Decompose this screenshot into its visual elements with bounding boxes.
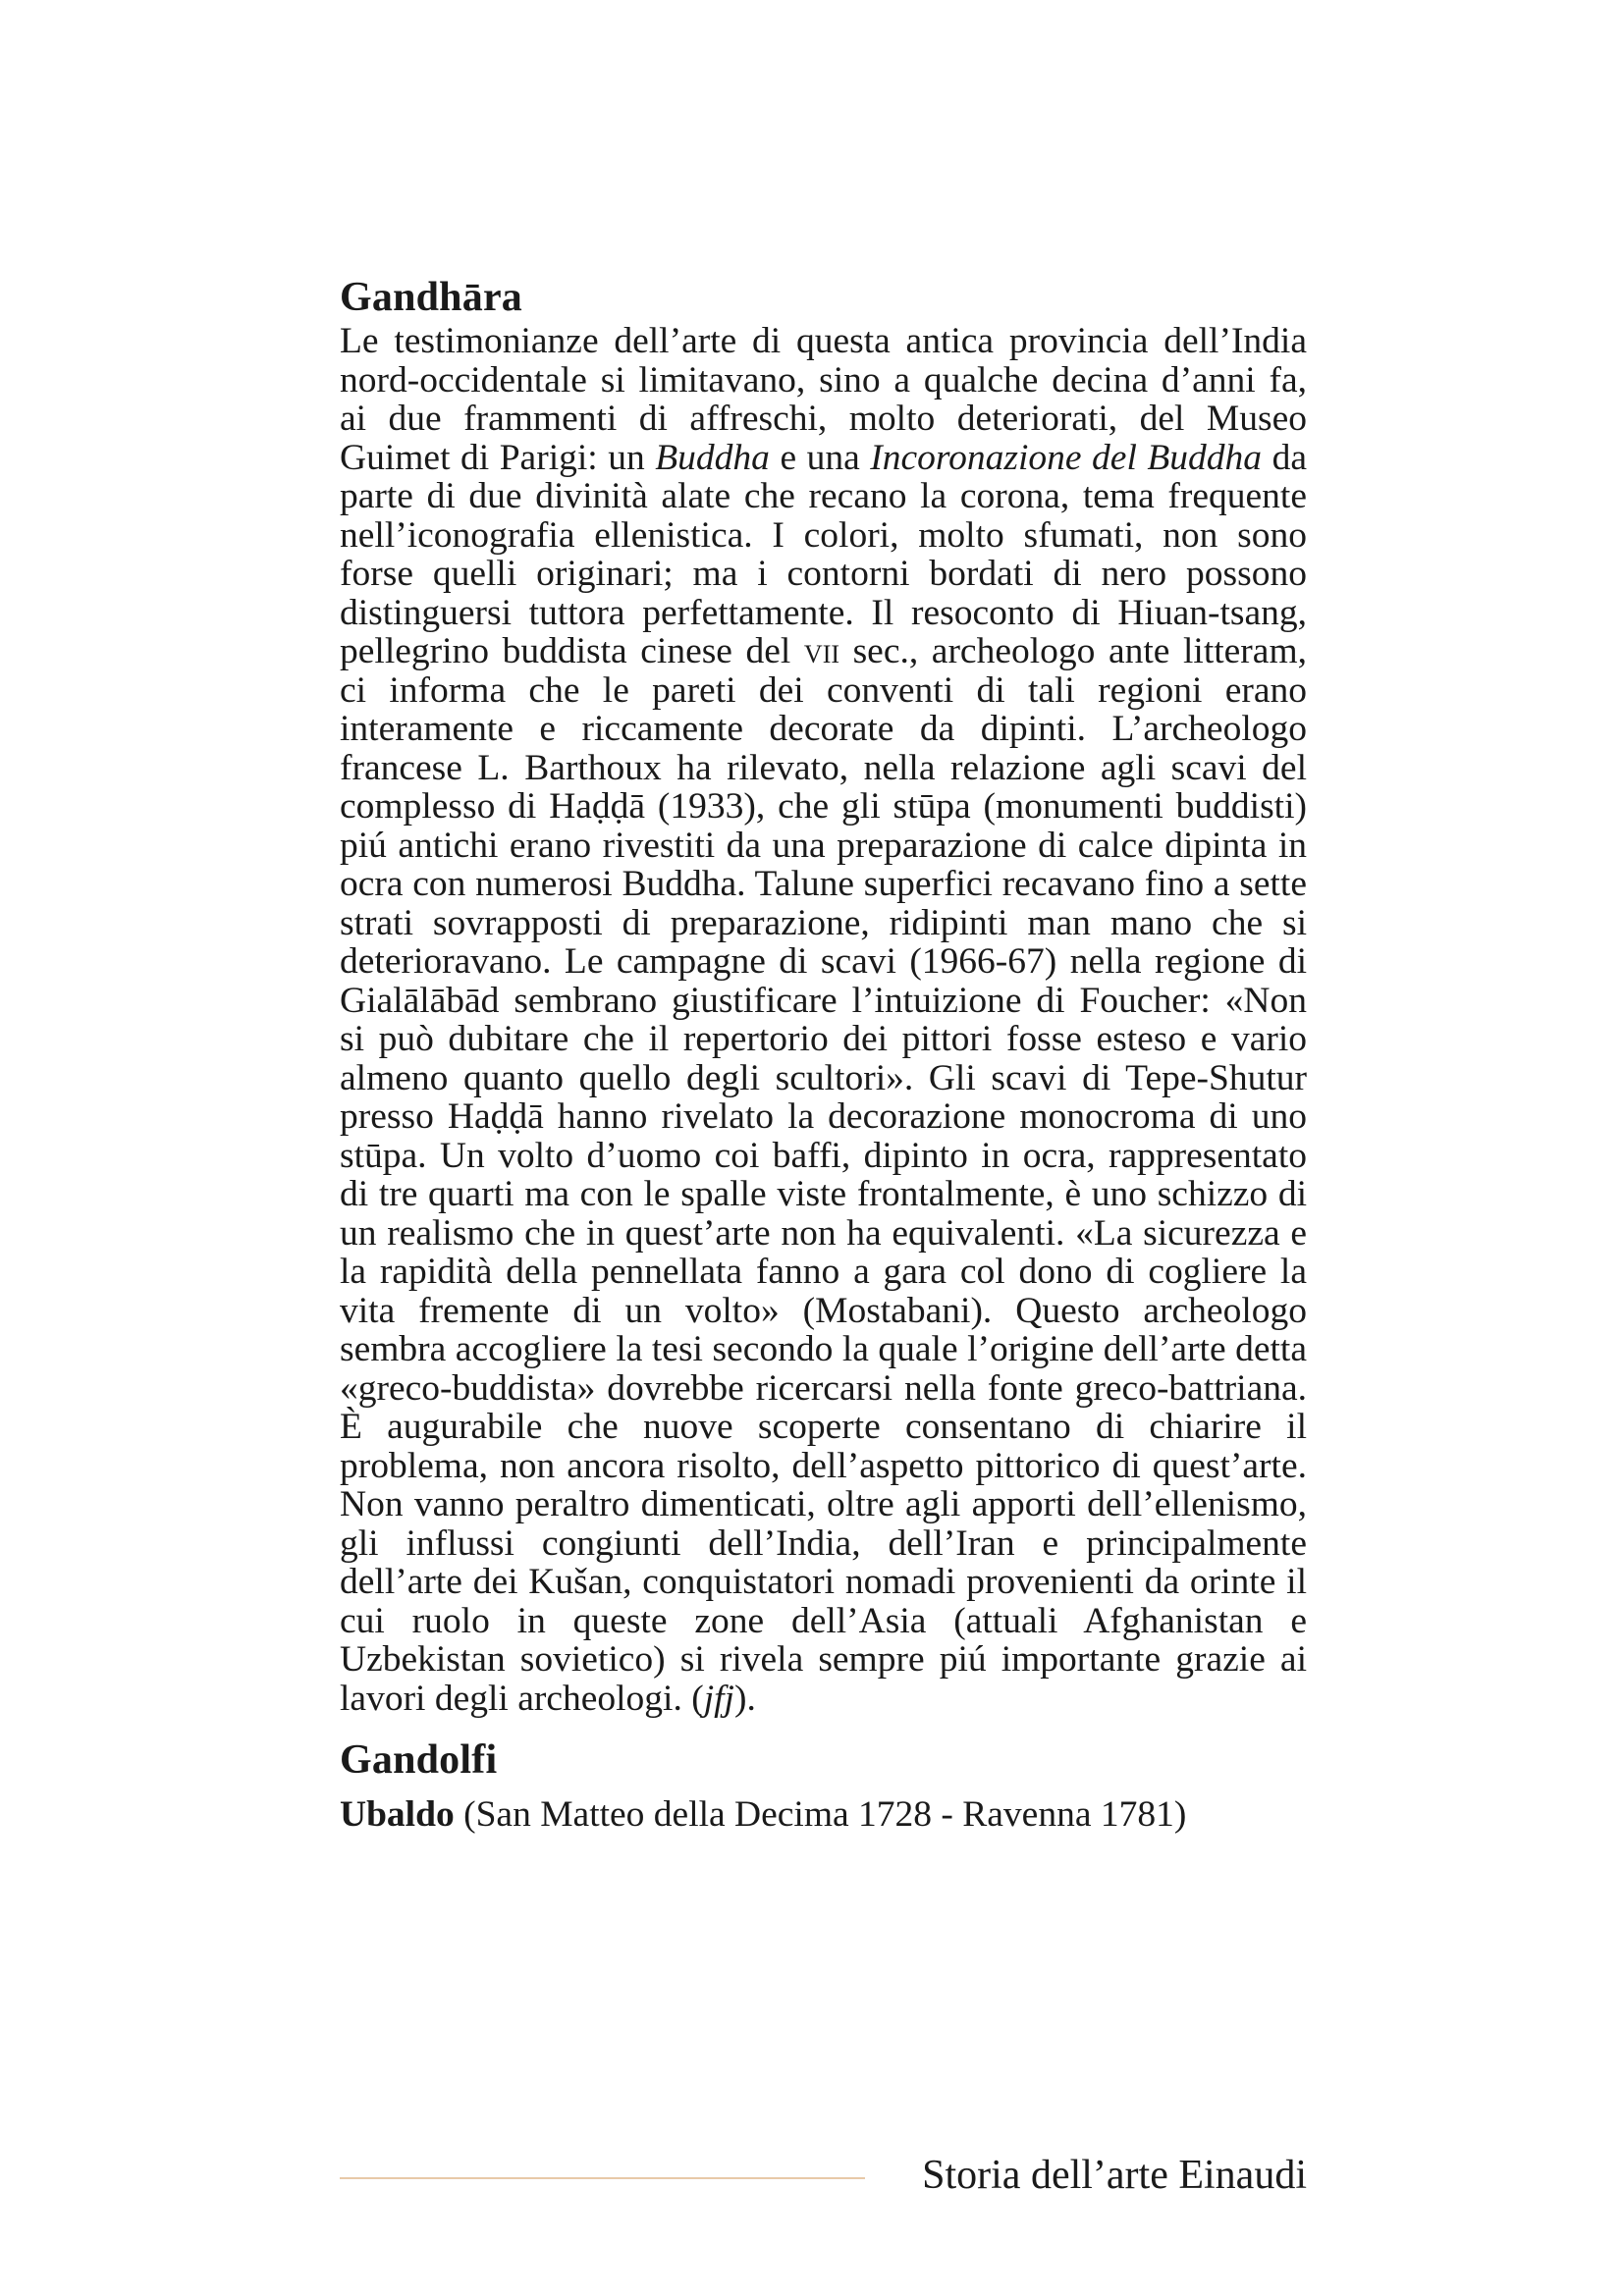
- entry-heading-gandolfi: Gandolfi: [340, 1737, 498, 1783]
- italic-title-buddha: Buddha: [655, 437, 770, 478]
- body-paragraph: [340, 322, 1307, 1718]
- entry-heading-gandhara: Gandhāra: [340, 275, 522, 320]
- text-run: sec., archeologo ante litteram, ci informa che le pareti dei conventi di tali regioni erano interamente e riccamente decorate da dipinti. L’archeologo francese L. Barthoux ha rilevato, nella relazione agli scavi del complesso di Haḍḍā (1933), che gli stūpa (monumenti buddisti) piú antichi erano rivestiti da una preparazione di calce dipinta in ocra con numerosi Buddha. Talune superfici recavano fino a sette strati sovrapposti di preparazione, ridipinti man mano che si deterioravano. Le campagne di scavi (1966-67) nella regione di Gialālābād sembrano giustificare l’intuizione di Foucher: «Non si può dubitare che il repertorio dei pittori fosse esteso e vario almeno quanto quello degli scultori». Gli scavi di Tepe-Shutur presso Haḍḍā hanno rivelato la decorazione monocroma di uno stūpa. Un volto d’uomo coi baffi, dipinto in ocra, rappresentato di tre quarti ma con le spalle viste frontalmente, è uno schizzo di un realismo che in quest’arte non ha equivalenti. «La sicurezza e la rapidità della pennellata fanno a gara col dono di cogliere la vita fremente di un volto» (Mostabani). Questo archeologo sembra accogliere la tesi secondo la quale l’origine dell’arte detta «greco-buddista» dovrebbe ricercarsi nella fonte greco-battriana. È augurabile che nuove scoperte consentano di chiarire il problema, non ancora risolto, dell’aspetto pittorico di quest’arte. Non vanno peraltro dimenticati, oltre agli apporti dell’ellenismo, gli influssi congiunti dell’India, dell’Iran e principalmente dell’arte dei Kušan, conquistatori nomadi provenienti da orinte il cui ruolo in queste zone dell’Asia (attuali Afghanistan e Uzbekistan sovietico) si rivela sempre piú importante grazie ai lavori degli archeologi. (: [340, 631, 1307, 1719]
- footer-rule: [340, 2177, 865, 2179]
- century-numeral: vii: [803, 631, 840, 671]
- artist-line: [340, 1790, 1307, 1840]
- italic-title-incoronazione: Incoronazione del Buddha: [870, 437, 1263, 478]
- entry-body-gandhara: [340, 322, 1307, 1718]
- text-run: ).: [733, 1678, 756, 1719]
- text-run: da parte di due divinità alate che recano la corona, tema frequente nell’iconografia ellenistica. I colori, molto sfumati, non sono forse quelli originari; ma i contorni bordati di nero possono distinguersi tuttora perfettamente. Il resoconto di Hiuan-tsang, pellegrino buddista cinese del: [340, 437, 1307, 671]
- page-footer: [340, 2148, 1307, 2207]
- artist-name: Ubaldo: [340, 1794, 455, 1835]
- page-column: [340, 273, 1307, 1840]
- text-run: Le testimonianze dell’arte di questa antica provincia dell’India nord-occidentale si limitavano, sino a qualche decina d’anni fa, ai due frammenti di affreschi, molto deteriorati, del Museo Guimet di Parigi: un: [340, 321, 1307, 478]
- footer-publication-title: Storia dell’arte Einaudi: [922, 2153, 1307, 2198]
- author-initials: jfj: [703, 1678, 734, 1719]
- artist-dates: (San Matteo della Decima 1728 - Ravenna 1781): [454, 1794, 1187, 1835]
- text-run: e una: [769, 437, 871, 478]
